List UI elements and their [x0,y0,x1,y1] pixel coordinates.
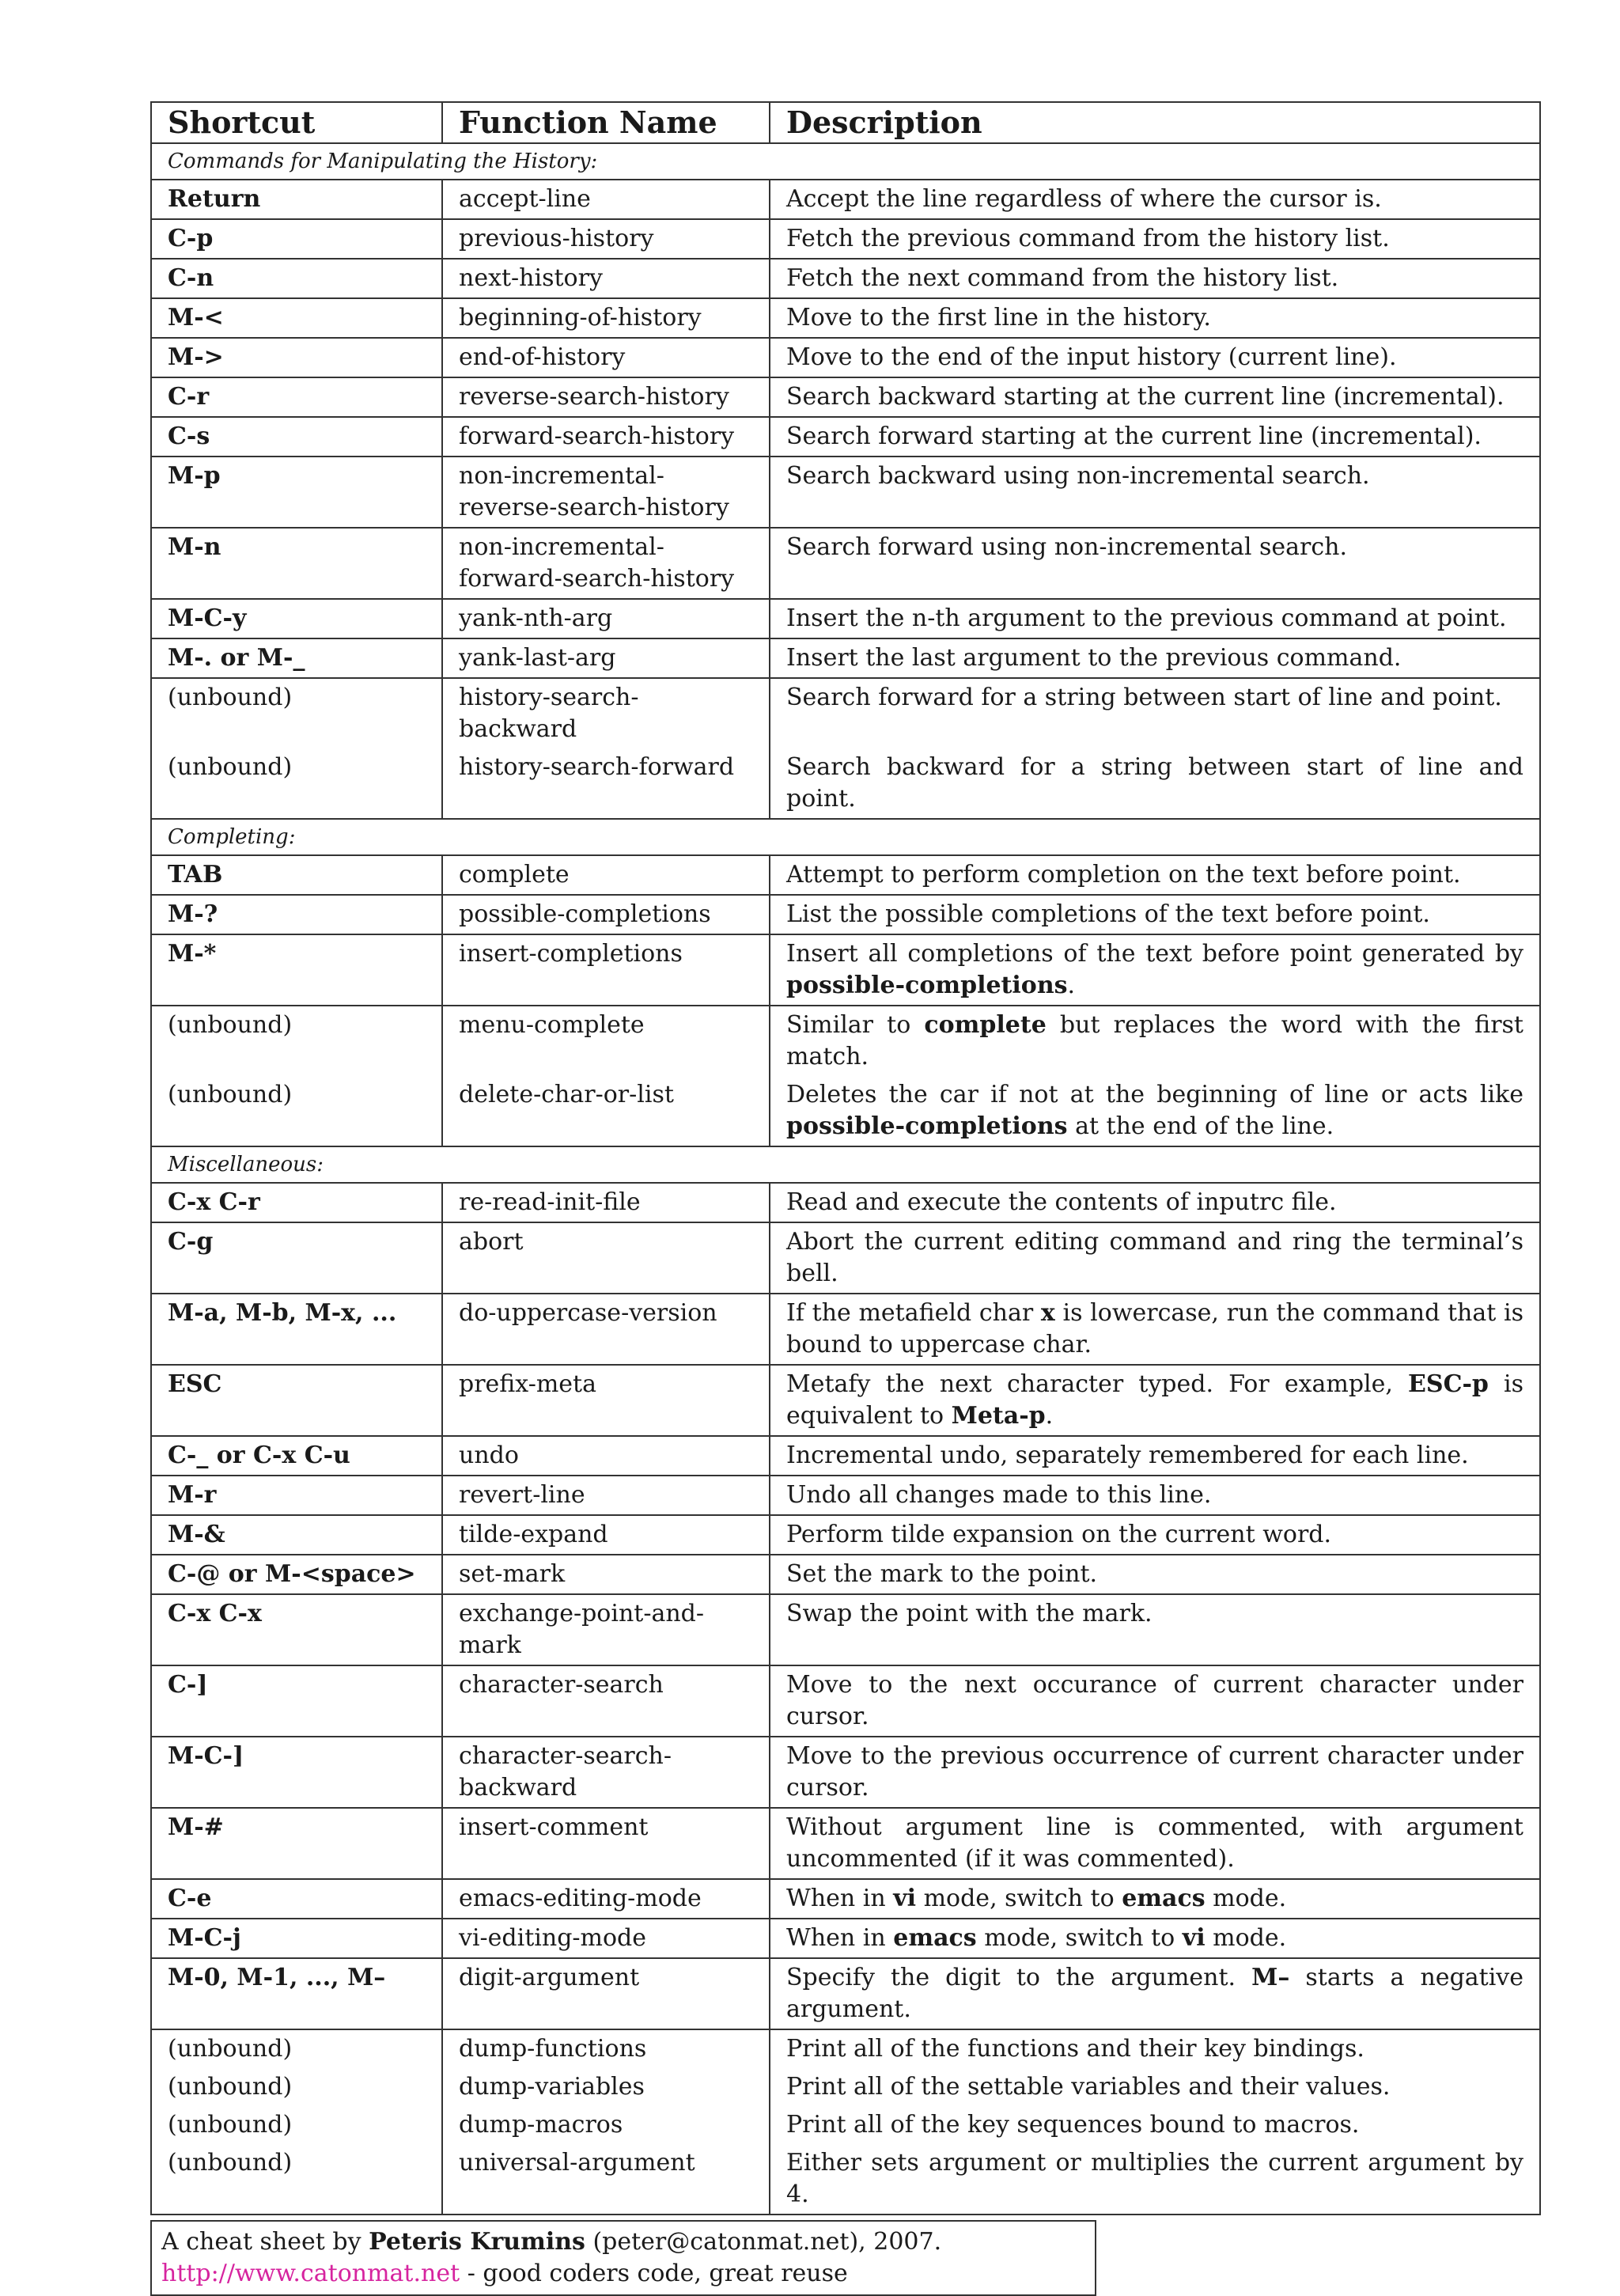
header-shortcut: Shortcut [151,102,442,143]
table-row [151,895,1540,934]
function-name-cell: undo [442,1436,770,1476]
description-cell: Fetch the next command from the history list. [770,259,1540,298]
function-name-cell: set-mark [442,1555,770,1594]
table-row [151,1476,1540,1515]
table-row [151,1808,1540,1879]
table-row [151,1665,1540,1737]
description-cell: Insert the last argument to the previous command. [770,638,1540,678]
shortcut-cell: M-n [151,528,442,599]
shortcut-cell: C-] [151,1665,442,1737]
function-name-cell: character-search [442,1665,770,1737]
function-name-cell: beginning-of-history [442,298,770,338]
description-cell: When in vi mode, switch to emacs mode. [770,1879,1540,1919]
function-name-cell: history-search-forward [442,748,770,819]
description-cell: Search backward using non-incremental search. [770,457,1540,528]
table-body [151,143,1540,2215]
description-cell: Incremental undo, separately remembered for each line. [770,1436,1540,1476]
description-cell: Print all of the settable variables and their values. [770,2068,1540,2106]
description-cell: Search forward using non-incremental search. [770,528,1540,599]
table-row [151,298,1540,338]
shortcut-cell: C-s [151,417,442,457]
function-name-cell: insert-completions [442,934,770,1006]
function-name-cell: yank-nth-arg [442,599,770,638]
shortcut-cell: C-g [151,1222,442,1294]
description-cell: Accept the line regardless of where the cursor is. [770,180,1540,219]
shortcut-cell: M-C-y [151,599,442,638]
footer-slogan: - good coders code, great reuse [460,2260,848,2287]
table-row [151,338,1540,377]
description-cell: Without argument line is commented, with argument uncommented (if it was commented). [770,1808,1540,1879]
description-cell: Move to the end of the input history (current line). [770,338,1540,377]
function-name-cell: non-incremental-reverse-search-history [442,457,770,528]
table-row [151,1555,1540,1594]
table-row [151,855,1540,895]
table-row [151,1958,1540,2029]
table-row [151,1222,1540,1294]
table-row [151,2106,1540,2144]
function-name-cell: complete [442,855,770,895]
description-cell: Set the mark to the point. [770,1555,1540,1594]
table-row [151,1183,1540,1222]
function-name-cell: next-history [442,259,770,298]
function-name-cell: abort [442,1222,770,1294]
footer-url-link[interactable]: http://www.catonmat.net [161,2260,460,2287]
function-name-cell: vi-editing-mode [442,1919,770,1958]
shortcut-cell: (unbound) [151,2144,442,2215]
description-cell: If the metafield char x is lowercase, run the command that is bound to uppercase char. [770,1294,1540,1365]
section-header-row [151,1146,1540,1183]
description-cell: Fetch the previous command from the history list. [770,219,1540,259]
function-name-cell: dump-functions [442,2029,770,2068]
shortcut-cell: (unbound) [151,678,442,748]
shortcut-cell: M-a, M-b, M-x, ... [151,1294,442,1365]
table-row [151,599,1540,638]
table-row [151,457,1540,528]
shortcut-cell: C-_ or C-x C-u [151,1436,442,1476]
header-function-name: Function Name [442,102,770,143]
table-row [151,1365,1540,1436]
shortcut-cell: M-p [151,457,442,528]
shortcut-cell: (unbound) [151,748,442,819]
footer-email-year: (peter@catonmat.net), 2007. [585,2228,942,2256]
footer-url-line [161,2258,1085,2290]
shortcut-cell: C-e [151,1879,442,1919]
table-row [151,2144,1540,2215]
section-title: Commands for Manipulating the History: [151,143,1540,180]
function-name-cell: menu-complete [442,1006,770,1076]
description-cell: Either sets argument or multiplies the current argument by 4. [770,2144,1540,2215]
section-title: Miscellaneous: [151,1146,1540,1183]
shortcut-cell: M-* [151,934,442,1006]
description-cell: Swap the point with the mark. [770,1594,1540,1665]
shortcut-cell: (unbound) [151,1076,442,1146]
function-name-cell: history-search-backward [442,678,770,748]
function-name-cell: previous-history [442,219,770,259]
description-cell: When in emacs mode, switch to vi mode. [770,1919,1540,1958]
description-cell: Specify the digit to the argument. M– starts a negative argument. [770,1958,1540,2029]
table-row [151,2029,1540,2068]
table-row [151,748,1540,819]
shortcut-cell: M-< [151,298,442,338]
table-row [151,1919,1540,1958]
table-row [151,934,1540,1006]
function-name-cell: revert-line [442,1476,770,1515]
description-cell: Search forward starting at the current line (incremental). [770,417,1540,457]
shortcut-table [150,101,1541,2215]
description-cell: Print all of the functions and their key bindings. [770,2029,1540,2068]
description-cell: Similar to complete but replaces the word with the first match. [770,1006,1540,1076]
footer-credit-line [161,2226,1085,2258]
shortcut-cell: M-C-] [151,1737,442,1808]
table-row [151,417,1540,457]
description-cell: Search forward for a string between start of line and point. [770,678,1540,748]
table-row [151,1594,1540,1665]
shortcut-cell: M-C-j [151,1919,442,1958]
function-name-cell: insert-comment [442,1808,770,1879]
table-row [151,528,1540,599]
function-name-cell: yank-last-arg [442,638,770,678]
shortcut-cell: M-& [151,1515,442,1555]
shortcut-cell: (unbound) [151,1006,442,1076]
description-cell: Attempt to perform completion on the text before point. [770,855,1540,895]
table-header-row [151,102,1540,143]
table-row [151,1436,1540,1476]
section-header-row [151,819,1540,855]
function-name-cell: prefix-meta [442,1365,770,1436]
shortcut-cell: M-> [151,338,442,377]
shortcut-cell: (unbound) [151,2106,442,2144]
table-row [151,638,1540,678]
description-cell: Move to the next occurance of current character under cursor. [770,1665,1540,1737]
shortcut-cell: M-# [151,1808,442,1879]
table-row [151,377,1540,417]
function-name-cell: dump-macros [442,2106,770,2144]
table-row [151,259,1540,298]
shortcut-cell: M-? [151,895,442,934]
description-cell: Undo all changes made to this line. [770,1476,1540,1515]
description-cell: Insert all completions of the text before point generated by possible-completions. [770,934,1540,1006]
shortcut-cell: Return [151,180,442,219]
shortcut-cell: C-p [151,219,442,259]
function-name-cell: emacs-editing-mode [442,1879,770,1919]
description-cell: List the possible completions of the text before point. [770,895,1540,934]
function-name-cell: delete-char-or-list [442,1076,770,1146]
description-cell: Deletes the car if not at the beginning of line or acts like possible-completions at the end of the line. [770,1076,1540,1146]
footer-author: Peteris Krumins [369,2228,585,2256]
description-cell: Search backward starting at the current line (incremental). [770,377,1540,417]
function-name-cell: do-uppercase-version [442,1294,770,1365]
shortcut-cell: C-@ or M-<space> [151,1555,442,1594]
shortcut-cell: M-0, M-1, ..., M– [151,1958,442,2029]
description-cell: Abort the current editing command and ring the terminal’s bell. [770,1222,1540,1294]
function-name-cell: tilde-expand [442,1515,770,1555]
footer-prefix: A cheat sheet by [161,2228,369,2256]
shortcut-cell: TAB [151,855,442,895]
table-row [151,180,1540,219]
table-row [151,219,1540,259]
section-header-row [151,143,1540,180]
shortcut-cell: C-r [151,377,442,417]
function-name-cell: exchange-point-and-mark [442,1594,770,1665]
shortcut-cell: M-. or M-_ [151,638,442,678]
function-name-cell: possible-completions [442,895,770,934]
function-name-cell: forward-search-history [442,417,770,457]
table-row [151,1294,1540,1365]
function-name-cell: character-search-backward [442,1737,770,1808]
function-name-cell: end-of-history [442,338,770,377]
function-name-cell: reverse-search-history [442,377,770,417]
section-title: Completing: [151,819,1540,855]
description-cell: Perform tilde expansion on the current word. [770,1515,1540,1555]
description-cell: Insert the n-th argument to the previous command at point. [770,599,1540,638]
shortcut-cell: ESC [151,1365,442,1436]
function-name-cell: re-read-init-file [442,1183,770,1222]
table-row [151,2068,1540,2106]
shortcut-cell: M-r [151,1476,442,1515]
function-name-cell: non-incremental-forward-search-history [442,528,770,599]
footer-box [150,2220,1096,2296]
shortcut-cell: (unbound) [151,2029,442,2068]
shortcut-cell: C-n [151,259,442,298]
shortcut-cell: C-x C-x [151,1594,442,1665]
function-name-cell: accept-line [442,180,770,219]
description-cell: Search backward for a string between start of line and point. [770,748,1540,819]
table-row [151,1737,1540,1808]
shortcut-cell: (unbound) [151,2068,442,2106]
table-row [151,1879,1540,1919]
table-row [151,1006,1540,1076]
table-row [151,678,1540,748]
description-cell: Read and execute the contents of inputrc file. [770,1183,1540,1222]
function-name-cell: dump-variables [442,2068,770,2106]
description-cell: Move to the previous occurrence of current character under cursor. [770,1737,1540,1808]
description-cell: Metafy the next character typed. For example, ESC-p is equivalent to Meta-p. [770,1365,1540,1436]
description-cell: Print all of the key sequences bound to macros. [770,2106,1540,2144]
table-row [151,1515,1540,1555]
function-name-cell: digit-argument [442,1958,770,2029]
function-name-cell: universal-argument [442,2144,770,2215]
header-description: Description [770,102,1540,143]
table-row [151,1076,1540,1146]
description-cell: Move to the first line in the history. [770,298,1540,338]
shortcut-cell: C-x C-r [151,1183,442,1222]
